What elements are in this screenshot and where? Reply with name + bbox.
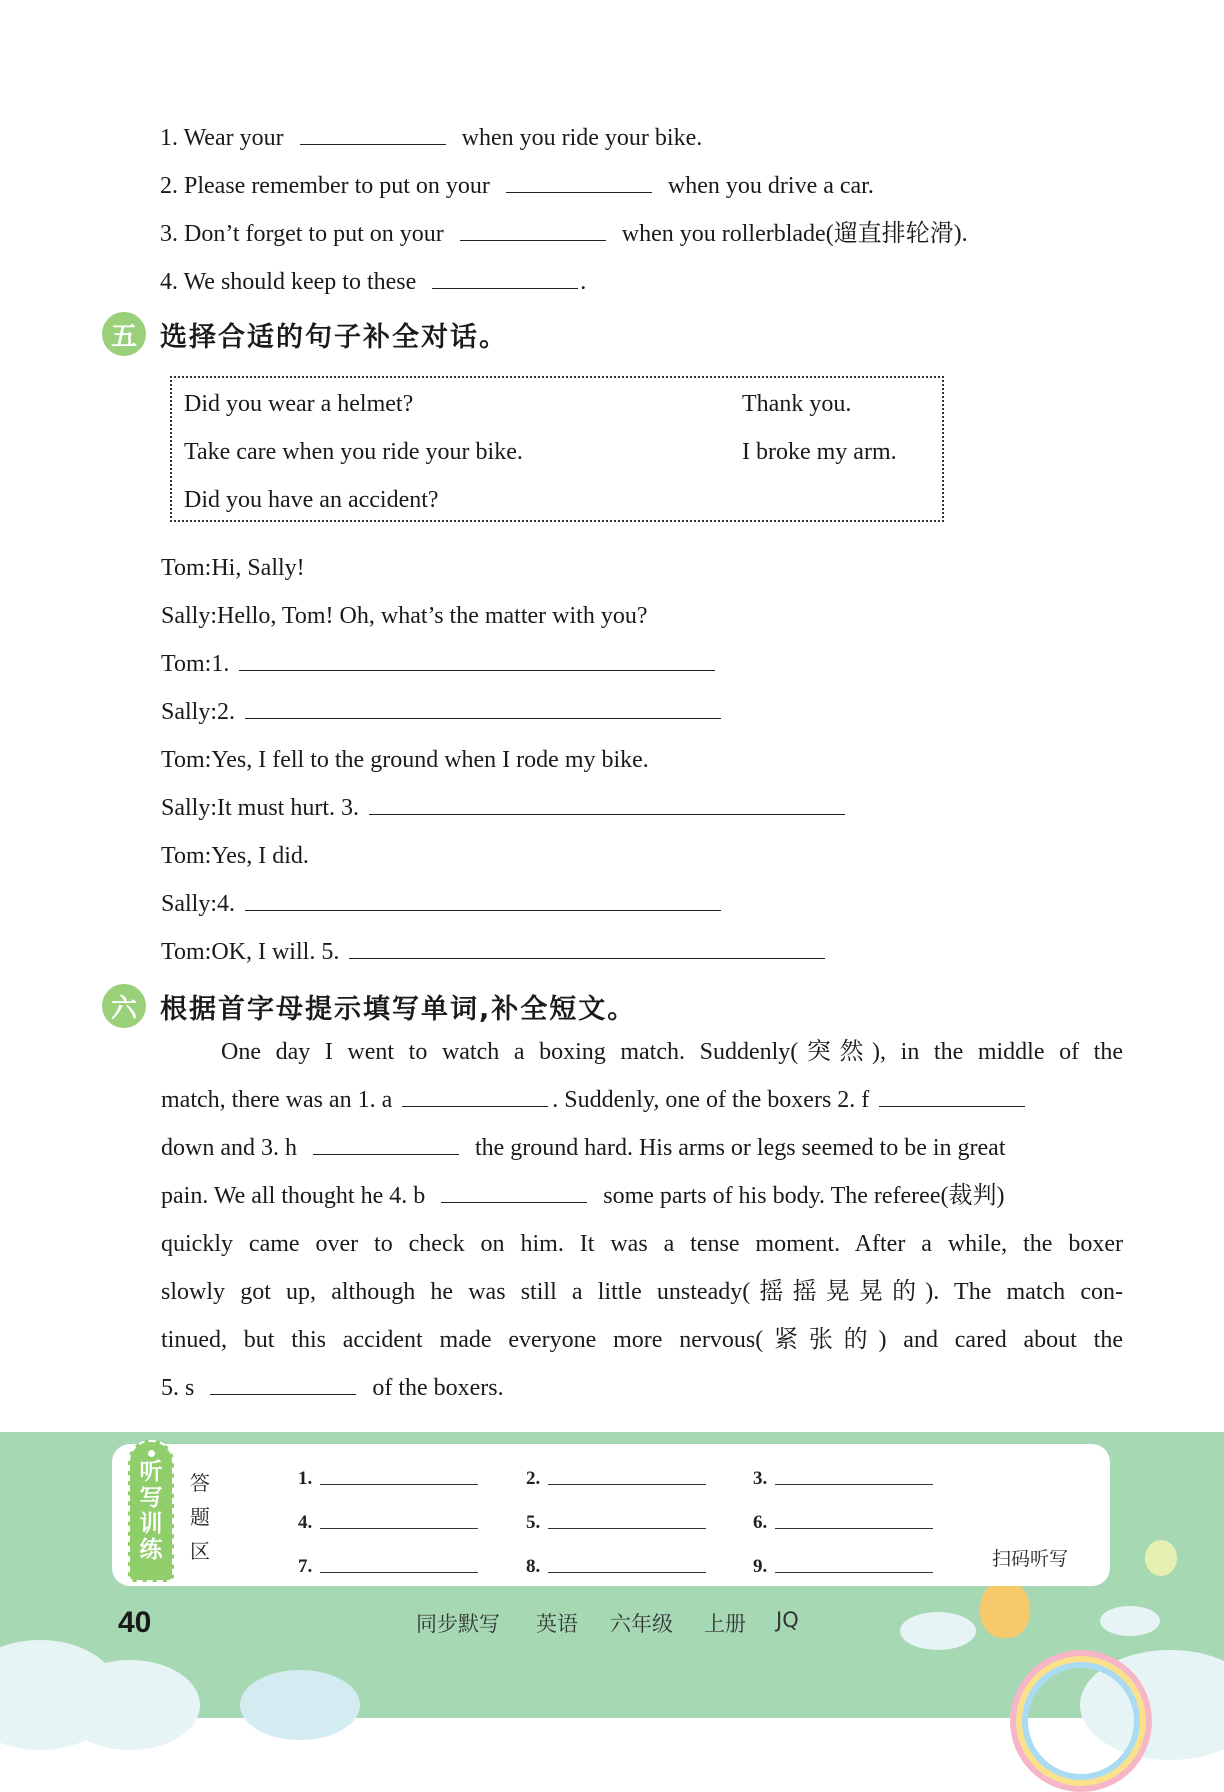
answer-blank[interactable] — [320, 1572, 478, 1573]
answer-blank[interactable] — [239, 648, 715, 671]
passage-line-6 — [161, 1276, 1123, 1308]
passage-text: 5. s — [161, 1375, 195, 1401]
footer-volume: 上册 — [704, 1612, 746, 1636]
answer-blank[interactable] — [775, 1528, 933, 1529]
cloud-decoration — [1100, 1606, 1160, 1636]
scan-to-listen-text[interactable]: 扫码听写 — [992, 1548, 1069, 1570]
answer-blank[interactable] — [313, 1132, 459, 1155]
dialogue-line-4 — [161, 696, 721, 728]
tag-hole — [148, 1450, 155, 1457]
footer-subject: 英语 — [536, 1612, 578, 1636]
item-text-before: We should keep to these — [183, 269, 417, 295]
answer-blank[interactable] — [210, 1372, 356, 1395]
balloon-decoration — [1145, 1540, 1177, 1576]
dialogue-text: Tom:Hi, Sally! — [161, 555, 305, 581]
passage-line-8 — [161, 1372, 1123, 1404]
answer-number: 2. — [526, 1468, 541, 1489]
section-badge: 六 — [102, 984, 146, 1028]
passage-line-5 — [161, 1228, 1123, 1260]
answer-blank[interactable] — [349, 936, 825, 959]
answer-number: 3. — [753, 1468, 768, 1489]
item-number: 2. — [160, 173, 178, 199]
answer-blank[interactable] — [432, 266, 578, 289]
answer-blank[interactable] — [548, 1572, 706, 1573]
item-text-after: . — [580, 269, 587, 295]
answer-blank[interactable] — [245, 696, 721, 719]
option-item: I broke my arm. — [742, 439, 897, 465]
cloud-decoration — [900, 1612, 976, 1650]
answer-blank[interactable] — [320, 1528, 478, 1529]
passage-text: match, there was an 1. a — [161, 1087, 393, 1113]
item-text-before: Please remember to put on your — [184, 173, 490, 199]
page-number: 40 — [118, 1606, 152, 1639]
balloon-decoration — [980, 1580, 1030, 1638]
passage-text: down and 3. h — [161, 1135, 297, 1161]
section-title: 根据首字母提示填写单词,补全短文。 — [160, 993, 637, 1025]
section-badge: 五 — [102, 312, 146, 356]
answer-blank[interactable] — [369, 792, 845, 815]
dialogue-text: Sally:4. — [161, 891, 236, 917]
answer-number: 4. — [298, 1512, 313, 1533]
answer-blank[interactable] — [548, 1528, 706, 1529]
option-item: Did you have an accident? — [184, 487, 439, 513]
answer-blank[interactable] — [441, 1180, 587, 1203]
answer-number: 5. — [526, 1512, 541, 1533]
dialogue-line-6 — [161, 792, 845, 824]
passage-line-1 — [161, 1036, 1123, 1068]
section-6-heading — [102, 984, 636, 1028]
answer-blank[interactable] — [506, 170, 652, 193]
answer-number: 6. — [753, 1512, 768, 1533]
label-char: 题 — [190, 1505, 210, 1529]
dialogue-text: Tom:Yes, I fell to the ground when I rode my bike. — [161, 747, 649, 773]
exercise-line-1 — [160, 122, 702, 154]
dialogue-text: Sally:It must hurt. 3. — [161, 795, 359, 821]
answer-blank[interactable] — [775, 1572, 933, 1573]
answer-blank[interactable] — [300, 122, 446, 145]
dialogue-line-9 — [161, 936, 825, 968]
exercise-line-2 — [160, 170, 874, 202]
dialogue-text: Tom:OK, I will. 5. — [161, 939, 340, 965]
dialogue-text: Tom:1. — [161, 651, 230, 677]
passage-text: tinued, but this accident made everyone more nervous(紧张的) and cared about the — [161, 1327, 1123, 1353]
passage-line-4 — [161, 1180, 1123, 1212]
passage-text: slowly got up, although he was still a little unsteady(摇摇晃晃的). The match con- — [161, 1279, 1123, 1305]
item-text-after: when you drive a car. — [667, 173, 874, 199]
item-number: 1. — [160, 125, 178, 151]
label-char: 区 — [190, 1539, 210, 1563]
dialogue-line-1 — [161, 552, 305, 584]
label-char: 答 — [190, 1471, 210, 1495]
answer-number: 9. — [753, 1556, 768, 1577]
footer-grade: 六年级 — [610, 1612, 673, 1636]
tag-char: 训 — [139, 1511, 163, 1537]
option-item: Did you wear a helmet? — [184, 391, 414, 417]
passage-text: . Suddenly, one of the boxers 2. f — [552, 1087, 870, 1113]
answer-blank[interactable] — [879, 1084, 1025, 1107]
answer-blank[interactable] — [548, 1484, 706, 1485]
dialogue-line-7 — [161, 840, 309, 872]
item-text-after: when you rollerblade(遛直排轮滑). — [621, 221, 968, 247]
option-item: Thank you. — [742, 391, 852, 417]
passage-line-7 — [161, 1324, 1123, 1356]
passage-text: the ground hard. His arms or legs seemed to be in great — [474, 1135, 1006, 1161]
listening-practice-tag — [128, 1440, 174, 1582]
answer-card — [112, 1444, 1110, 1586]
passage-text: quickly came over to check on him. It was a tense moment. After a while, the boxer — [161, 1231, 1123, 1257]
tag-char: 练 — [139, 1537, 163, 1563]
item-number: 3. — [160, 221, 178, 247]
cloud-decoration — [240, 1670, 360, 1740]
passage-text: One day I went to watch a boxing match. Suddenly(突然), in the middle of the — [221, 1039, 1123, 1065]
dialogue-line-8 — [161, 888, 721, 920]
exercise-line-3 — [160, 218, 968, 250]
tag-char: 听 — [139, 1459, 163, 1485]
option-item: Take care when you ride your bike. — [184, 439, 523, 465]
answer-area-label — [190, 1466, 216, 1568]
dialogue-line-2 — [161, 600, 647, 632]
cloud-decoration — [60, 1660, 200, 1750]
rainbow-decoration — [1010, 1650, 1152, 1792]
answer-blank[interactable] — [775, 1484, 933, 1485]
exercise-line-4 — [160, 266, 586, 298]
passage-text: of the boxers. — [372, 1375, 504, 1401]
item-text-before: Don’t forget to put on your — [184, 221, 444, 247]
answer-blank[interactable] — [402, 1084, 548, 1107]
item-text-after: when you ride your bike. — [461, 125, 703, 151]
answer-number: 8. — [526, 1556, 541, 1577]
item-number: 4. — [160, 269, 178, 295]
answer-blank[interactable] — [320, 1484, 478, 1485]
passage-line-3 — [161, 1132, 1123, 1164]
answer-number: 1. — [298, 1468, 313, 1489]
passage-line-2 — [161, 1084, 1123, 1116]
passage-text: some parts of his body. The referee(裁判) — [603, 1183, 1005, 1209]
dialogue-text: Sally:2. — [161, 699, 236, 725]
footer-edition: JQ — [776, 1608, 799, 1632]
dialogue-line-5 — [161, 744, 649, 776]
answer-number: 7. — [298, 1556, 313, 1577]
item-text-before: Wear your — [183, 125, 284, 151]
answer-blank[interactable] — [460, 218, 606, 241]
options-box — [170, 376, 944, 522]
answer-blank[interactable] — [245, 888, 721, 911]
dialogue-line-3 — [161, 648, 715, 680]
passage-text: pain. We all thought he 4. b — [161, 1183, 426, 1209]
dialogue-text: Tom:Yes, I did. — [161, 843, 309, 869]
dialogue-text: Sally:Hello, Tom! Oh, what’s the matter with you? — [161, 603, 648, 629]
section-5-heading — [102, 312, 508, 356]
footer-book-title: 同步默写 — [416, 1612, 500, 1636]
tag-char: 写 — [139, 1485, 163, 1511]
section-title: 选择合适的句子补全对话。 — [160, 321, 508, 353]
